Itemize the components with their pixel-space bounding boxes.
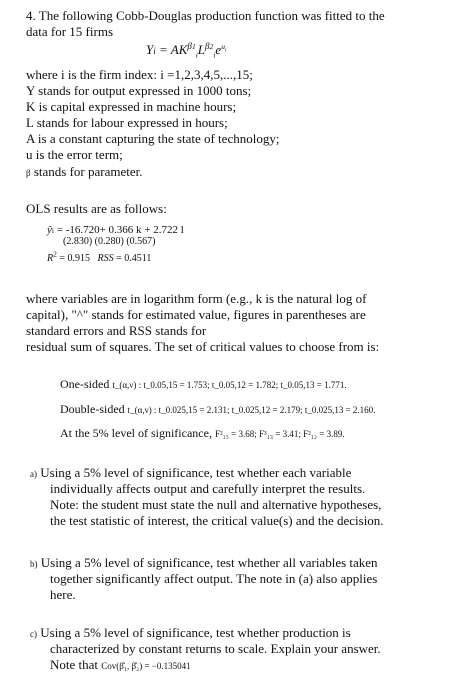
ols-equation: ŷi = -16.720+ 0.366 k + 2.722 l [47, 224, 184, 236]
def-L: L stands for labour expressed in hours; [26, 115, 228, 130]
ols-heading: OLS results are as follows: [26, 201, 167, 216]
part-b-line1: b) Using a 5% level of significance, test whether all variables taken [30, 555, 378, 570]
def-u: u is the error term; [26, 147, 123, 162]
def-index: where i is the firm index: i =1,2,3,4,5,...,15; [26, 67, 253, 82]
part-a-line1: a) Using a 5% level of significance, test whether each variable [30, 465, 352, 480]
part-c-line2: characterized by constant returns to scale. Explain your answer. [50, 641, 381, 656]
covariance-value: Cov(β̂₁, β̂₂) = −0.135041 [101, 661, 191, 671]
question-intro-line1: 4. The following Cobb-Douglas production function was fitted to the [26, 8, 385, 23]
critical-one-sided: One-sided t_(α,ν) : t_0.05,15 = 1.753; t_0.05,12 = 1.782; t_0.05,13 = 1.771. [60, 377, 347, 391]
part-c-line1: c) Using a 5% level of significance, test whether production is [30, 625, 351, 640]
cobb-douglas-equation: $Yi = AK^{\beta 1}_iL^{\beta 2}_ie^{u_i}$ [146, 40, 227, 60]
part-a-line3: Note: the student must state the null and alternative hypotheses, [50, 497, 382, 512]
ols-standard-errors: (2.830) (0.280) (0.567) [63, 236, 156, 247]
question-intro-line2: data for 15 firms [26, 24, 114, 39]
def-beta: β stands for parameter. [26, 164, 143, 179]
explanation-line2: capital), "^" stands for estimated value, figures in parentheses are [26, 307, 366, 322]
ols-fit-stats: $R^2 = 0.915$ RSS = 0.4511 [47, 249, 152, 264]
critical-two-sided: Double-sided t_(α,ν) : t_0.025,15 = 2.131; t_0.025,12 = 2.179; t_0.025,13 = 2.160. [60, 402, 376, 416]
critical-f-values: At the 5% level of significance, F²₁₅ = 3.68; F³₁₃ = 3.41; F²₁₂ = 3.89. [60, 426, 345, 440]
def-A: A is a constant capturing the state of technology; [26, 131, 280, 146]
def-Y: Y stands for output expressed in 1000 tons; [26, 83, 252, 98]
part-a-line4: the test statistic of interest, the critical value(s) and the decision. [50, 513, 384, 528]
part-c-line3: Note that Cov(β̂₁, β̂₂) = −0.135041 [50, 657, 191, 672]
explanation-line1: where variables are in logarithm form (e.g., k is the natural log of [26, 291, 367, 306]
part-b-line3: here. [50, 587, 76, 602]
part-a-line2: individually affects output and carefully interpret the results. [50, 481, 366, 496]
def-K: K is capital expressed in machine hours; [26, 99, 237, 114]
beta-symbol: β [26, 168, 31, 178]
explanation-line3: standard errors and RSS stands for [26, 323, 207, 338]
explanation-line4: residual sum of squares. The set of critical values to choose from is: [26, 339, 380, 354]
part-b-line2: together significantly affect output. The note in (a) also applies [50, 571, 378, 586]
